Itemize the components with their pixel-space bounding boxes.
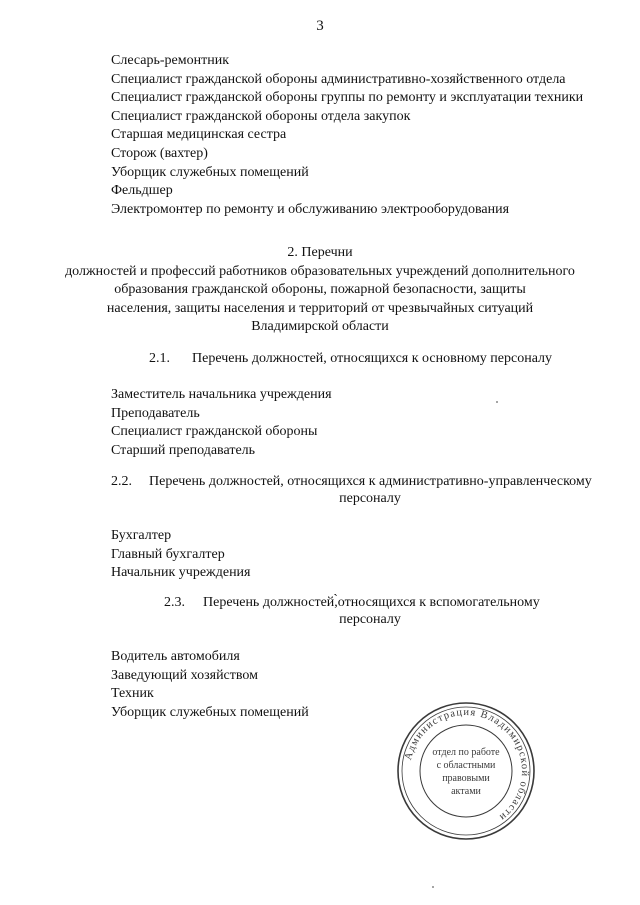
section-2-title-line: должностей и профессий работников образовательных учреждений дополнительного xyxy=(65,263,575,279)
subsection-number: 2.2. xyxy=(111,474,132,489)
stamp-ring-text: Администрация Владимирской области xyxy=(403,706,531,824)
list-item: Фельдшер xyxy=(111,183,173,199)
list-item: Сторож (вахтер) xyxy=(111,145,208,161)
list-item: Заместитель начальника учреждения xyxy=(111,387,332,402)
list-item: Начальник учреждения xyxy=(111,565,251,581)
subsection-title: Перечень должностей, относящихся к административно-управленческому xyxy=(149,474,592,489)
subsection-number: 2.1. xyxy=(149,351,170,366)
scan-speck xyxy=(432,886,434,888)
list-item: Старшая медицинская сестра xyxy=(111,127,287,143)
list-item: Уборщик служебных помещений xyxy=(111,704,309,720)
subsection-title-continued: персоналу xyxy=(339,612,401,627)
svg-text:с областными: с областными xyxy=(436,760,496,771)
subsection-title: Перечень должностей, относящихся к основному персоналу xyxy=(192,351,553,366)
svg-text:актами: актами xyxy=(451,786,481,797)
section-2-title-line: населения, защиты населения и территорий от чрезвычайных ситуаций xyxy=(106,300,534,316)
section-2-heading xyxy=(0,244,640,337)
stamp-center-text xyxy=(432,747,500,797)
list-item: Заведующий хозяйством xyxy=(111,667,258,683)
svg-text:правовыми: правовыми xyxy=(442,773,490,784)
stamp-inner-ring xyxy=(420,725,512,817)
positions-list-continued xyxy=(111,52,583,219)
subsection-2-3-heading xyxy=(164,594,540,613)
list-item: Электромонтер по ремонту и обслуживанию электрооборудования xyxy=(111,201,510,217)
subsection-title: Перечень должностей,̀относящихся к вспомогательному xyxy=(203,595,540,610)
list-item: Специалист гражданской обороны отдела закупок xyxy=(111,108,411,124)
subsection-2-1-heading xyxy=(149,350,552,369)
list-item: Преподаватель xyxy=(111,405,200,421)
section-2-number-title: 2. Перечни xyxy=(287,245,353,260)
section-2-title-line: Владимирской области xyxy=(251,319,389,335)
list-item: Техник xyxy=(111,686,154,702)
official-seal-stamp xyxy=(395,700,537,842)
svg-text:отдел по работе: отдел по работе xyxy=(432,747,500,758)
list-item: Специалист гражданской обороны xyxy=(111,424,318,440)
page-number: 3 xyxy=(316,18,324,34)
list-item: Бухгалтер xyxy=(111,528,172,543)
subsection-number: 2.3. xyxy=(164,595,185,610)
list-item: Слесарь-ремонтник xyxy=(111,53,230,68)
list-item: Главный бухгалтер xyxy=(111,546,225,562)
admin-staff-list xyxy=(111,527,251,583)
subsection-title-continued: персоналу xyxy=(339,491,401,506)
subsection-2-2-heading xyxy=(111,473,592,492)
list-item: Водитель автомобиля xyxy=(111,649,240,664)
main-staff-list xyxy=(111,386,332,460)
list-item: Уборщик служебных помещений xyxy=(111,164,309,180)
section-2-title-line: образования гражданской обороны, пожарной безопасности, защиты xyxy=(114,282,526,298)
list-item: Специалист гражданской обороны административно-хозяйственного отдела xyxy=(111,71,566,87)
list-item: Старший преподаватель xyxy=(111,442,256,458)
stamp-outer-ring xyxy=(398,703,534,839)
list-item: Специалист гражданской обороны группы по ремонту и эксплуатации техники xyxy=(111,90,584,106)
scan-speck xyxy=(496,401,498,403)
support-staff-list xyxy=(111,648,309,722)
